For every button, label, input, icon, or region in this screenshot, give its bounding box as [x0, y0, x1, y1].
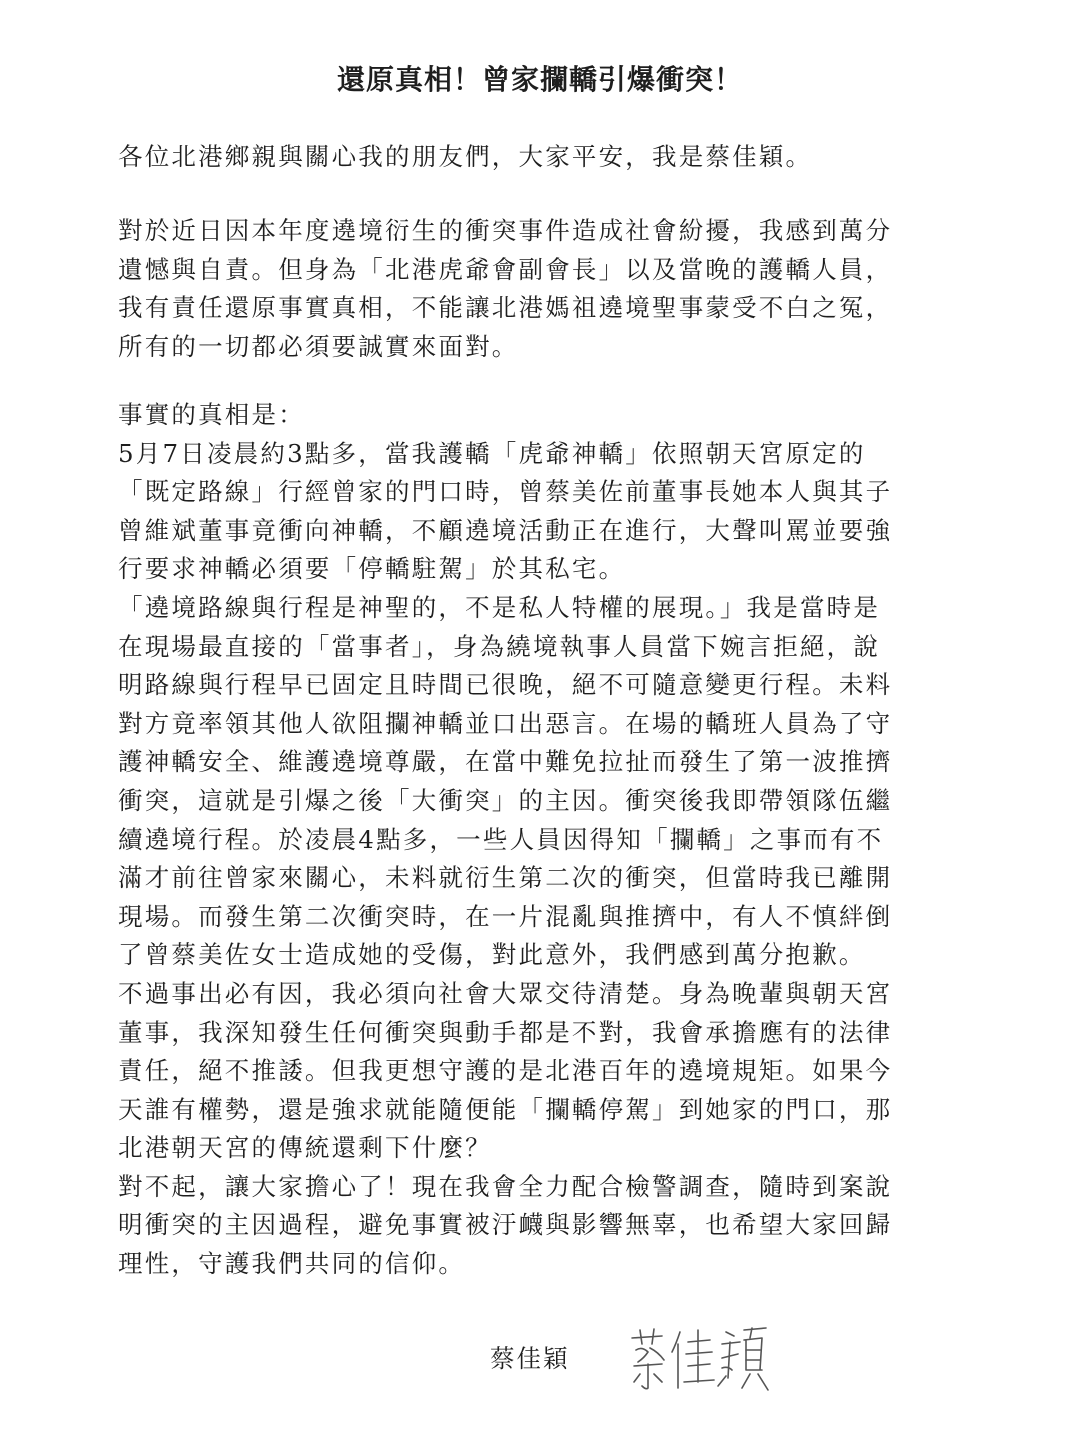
paragraph-line: 護神轎安全、維護遶境尊嚴，在當中難免拉扯而發生了第一波推擠: [118, 747, 893, 777]
paragraph-line: 北港朝天宮的傳統還剩下什麼？: [118, 1133, 492, 1163]
paragraph-line: 續遶境行程。於凌晨4點多，一些人員因得知「攔轎」之事而有不: [118, 824, 884, 854]
paragraph-line: 明路線與行程早已固定且時間已很晚，絕不可隨意變更行程。未料: [118, 670, 893, 700]
truth-section: [118, 396, 958, 1284]
paragraph-line: 對不起，讓大家擔心了！現在我會全力配合檢警調查，隨時到案說: [118, 1171, 893, 1201]
paragraph-line: 對方竟率領其他人欲阻攔神轎並口出惡言。在場的轎班人員為了守: [118, 708, 893, 738]
paragraph-line: 在現場最直接的「當事者」，身為繞境執事人員當下婉言拒絕，說: [118, 631, 881, 661]
paragraph-line: 我有責任還原事實真相，不能讓北港媽祖遶境聖事蒙受不白之冤，: [118, 293, 893, 323]
paragraph-line: 曾維斌董事竟衝向神轎，不顧遶境活動正在進行，大聲叫罵並要強: [118, 515, 893, 545]
paragraph-line: 對於近日因本年度遶境衍生的衝突事件造成社會紛擾，我感到萬分: [118, 216, 893, 245]
paragraph-line: 董事，我深知發生任何衝突與動手都是不對，我會承擔應有的法律: [118, 1017, 893, 1047]
paragraph-line: 所有的一切都必須要誠實來面對。: [118, 331, 519, 361]
paragraph-line: 了曾蔡美佐女士造成她的受傷，對此意外，我們感到萬分抱歉。: [118, 940, 866, 970]
signer-name: 蔡佳穎: [490, 1344, 570, 1373]
paragraph-line: 責任，絕不推諉。但我更想守護的是北港百年的遶境規矩。如果今: [118, 1056, 893, 1086]
paragraph-line: 行要求神轎必須要「停轎駐駕」於其私宅。: [118, 554, 626, 584]
paragraph-line: 「遶境路線與行程是神聖的，不是私人特權的展現。」我是當時是: [118, 592, 881, 622]
paragraph-line: 明衝突的主因過程，避免事實被汙衊與影響無辜，也希望大家回歸: [118, 1210, 893, 1240]
section-heading: 事實的真相是：: [118, 400, 305, 429]
paragraph-1: [118, 212, 958, 366]
paragraph-line: 「既定路線」行經曾家的門口時，曾蔡美佐前董事長她本人與其子: [118, 477, 893, 507]
paragraph-line: 不過事出必有因，我必須向社會大眾交待清楚。身為晚輩與朝天宮: [118, 978, 893, 1008]
letter-title: 還原真相！曾家攔轎引爆衝突！: [336, 63, 743, 96]
signature-block: [490, 1318, 810, 1398]
paragraph-line: 理性，守護我們共同的信仰。: [118, 1249, 466, 1279]
paragraph-line: 天誰有權勢，還是強求就能隨便能「攔轎停駕」到她家的門口，那: [118, 1094, 893, 1124]
paragraph-line: 衝突，這就是引爆之後「大衝突」的主因。衝突後我即帶領隊伍繼: [118, 785, 893, 815]
paragraph-line: 現場。而發生第二次衝突時，在一片混亂與推擠中，有人不慎絆倒: [118, 901, 893, 931]
paragraph-line: 滿才前往曾家來關心，未料就衍生第二次的衝突，但當時我已離開: [118, 863, 893, 893]
paragraph-line: 遺憾與自責。但身為「北港虎爺會副會長」以及當晚的護轎人員，: [118, 254, 893, 284]
handwritten-signature: [622, 1318, 772, 1398]
paragraph-line: 5月7日凌晨約3點多，當我護轎「虎爺神轎」依照朝天宮原定的: [118, 438, 866, 468]
greeting: 各位北港鄉親與關心我的朋友們，大家平安，我是蔡佳穎。: [118, 142, 813, 171]
